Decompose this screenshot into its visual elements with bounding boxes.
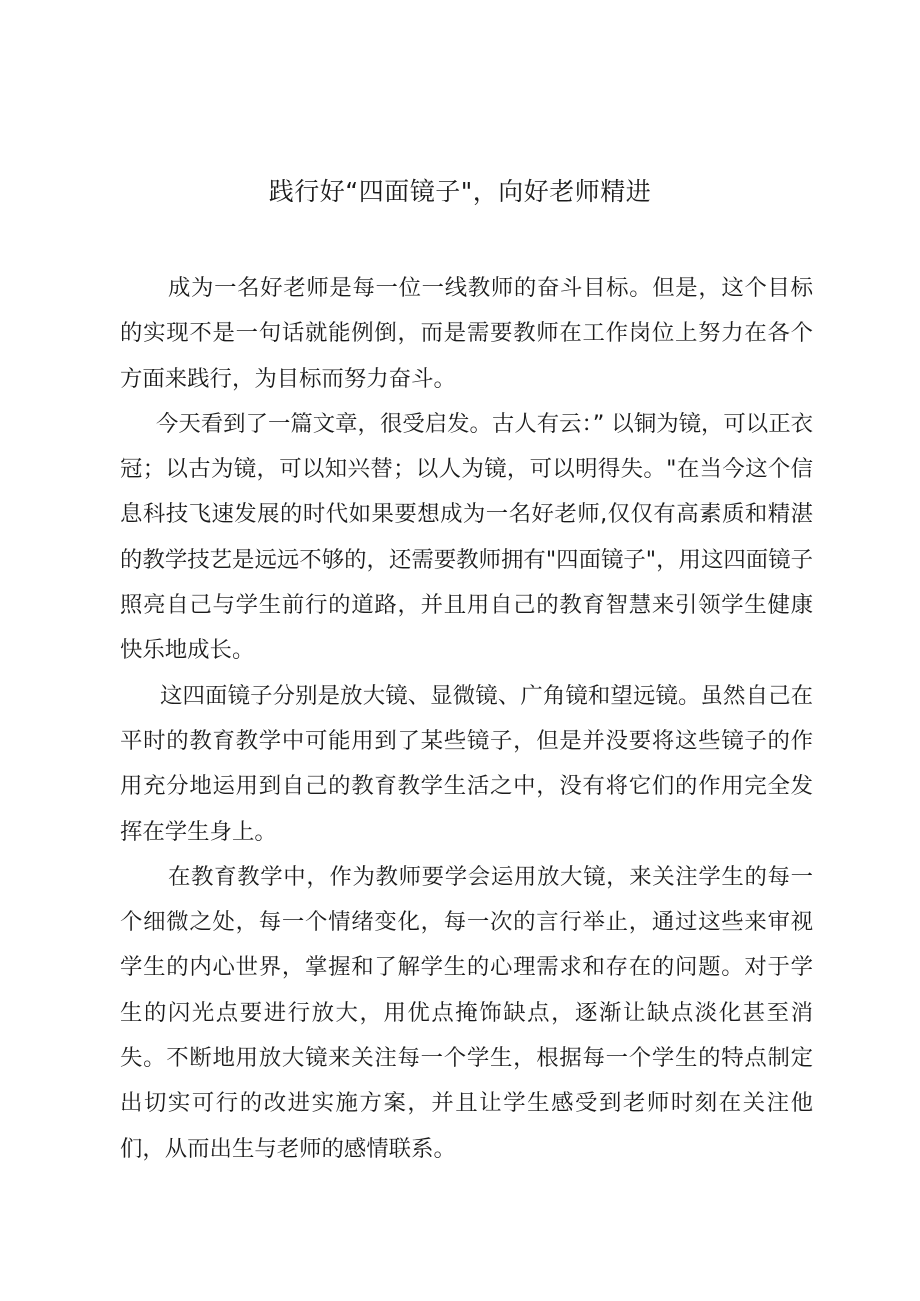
document-body xyxy=(120,266,813,1172)
paragraph-4: 在教育教学中，作为教师要学会运用放大镜，来关注学生的每一个细微之处，每一个情绪变化，每一次的言行举止，通过这些来审视学生的内心世界，掌握和了解学生的心理需求和存在的问题。对于学生的闪光点要进行放大，用优点掩饰缺点，逐渐让缺点淡化甚至消失。不断地用放大镜来关注每一个学生，根据每一个学生的特点制定出切实可行的改进实施方案，并且让学生感受到老师时刻在关注他们，从而出生与老师的感情联系。 xyxy=(120,863,813,1162)
paragraph-1: 成为一名好老师是每一位一线教师的奋斗目标。但是，这个目标的实现不是一句话就能例倒，而是需要教师在工作岗位上努力在各个方面来践行，为目标而努力奋斗。 xyxy=(120,275,813,392)
document-title: 践行好“四面镜子"，向好老师精进 xyxy=(268,177,652,206)
paragraph-3: 这四面镜子分别是放大镜、显微镜、广角镜和望远镜。虽然自己在平时的教育教学中可能用到了某些镜子，但是并没要将这些镜子的作用充分地运用到自己的教育教学生活之中，没有将它们的作用完全发挥在学生身上。 xyxy=(120,682,813,845)
paragraph-2: 今天看到了一篇文章，很受启发。古人有云：” 以铜为镜，可以正衣冠；以古为镜，可以知兴替；以人为镜，可以明得失。"在当今这个信息科技飞速发展的时代如果要想成为一名好老师,仅仅有高素质和精湛的教学技艺是远远不够的，还需要教师拥有"四面镜子"，用这四面镜子照亮自己与学生前行的道路，并且用自己的教育智慧来引领学生健康快乐地成长。 xyxy=(120,410,813,664)
